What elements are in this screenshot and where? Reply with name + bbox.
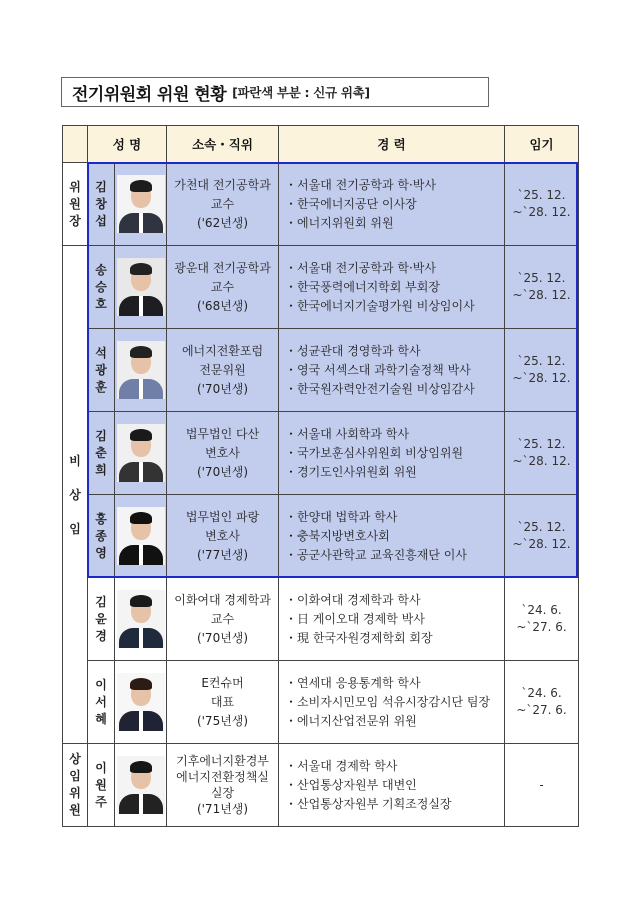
career-item: ・서울대 전기공학과 학·박사 (285, 260, 436, 275)
member-affiliation (167, 744, 279, 827)
member-photo (117, 673, 165, 731)
career-item: ・現 한국자원경제학회 회장 (285, 630, 433, 645)
member-term (505, 412, 579, 495)
header-name: 성 명 (88, 126, 167, 163)
member-term (505, 661, 579, 744)
career-item: ・공군사관학교 교육진흥재단 이사 (285, 547, 467, 562)
affiliation-line: 법무법인 파랑 (185, 509, 260, 524)
member-career (279, 578, 505, 661)
header-term: 임기 (505, 126, 579, 163)
member-term (505, 495, 579, 578)
career-item: ・한국에너지기술평가원 비상임이사 (285, 298, 475, 313)
career-item: ・日 게이오대 경제학 박사 (285, 611, 425, 626)
career-item: ・서울대 사회학과 학사 (285, 426, 409, 441)
affiliation-line: E컨슈머 (201, 675, 244, 690)
member-term (505, 246, 579, 329)
member-photo (117, 590, 165, 648)
member-photo-cell (115, 246, 167, 329)
term-line: ~`28. 12. (512, 454, 571, 468)
career-item: ・한국풍력에너지학회 부회장 (285, 279, 440, 294)
career-item: ・소비자시민모임 석유시장감시단 팀장 (285, 694, 491, 709)
affiliation-line: 가천대 전기공학과 (174, 177, 271, 192)
header-career: 경 력 (279, 126, 505, 163)
member-affiliation (167, 412, 279, 495)
member-photo-cell (115, 495, 167, 578)
affiliation-line: ('70년생) (196, 464, 249, 479)
term-line: `25. 12. (517, 354, 566, 368)
affiliation-line: ('68년생) (196, 298, 249, 313)
member-photo-cell (115, 744, 167, 827)
affiliation-line: 에너지전환정책실 (176, 770, 269, 784)
career-item: ・경기도인사위원회 위원 (285, 464, 417, 479)
table-row (63, 412, 579, 495)
term-line: ~`27. 6. (516, 703, 567, 717)
member-term (505, 329, 579, 412)
member-photo (117, 258, 165, 316)
table-row (63, 661, 579, 744)
category-cell-chair: 위 원 장 (63, 163, 88, 246)
affiliation-line: 에너지전환포럼 (181, 343, 264, 358)
affiliation-line: 이화여대 경제학과 (174, 592, 271, 607)
table-row (63, 578, 579, 661)
member-photo (117, 507, 165, 565)
career-item: ・한국에너지공단 이사장 (285, 196, 417, 211)
term-line: `25. 12. (517, 271, 566, 285)
page-title-box (61, 77, 489, 107)
term-line: `25. 12. (517, 437, 566, 451)
term-line: `24. 6. (521, 686, 562, 700)
term-line: ~`28. 12. (512, 288, 571, 302)
member-term (505, 578, 579, 661)
table-row (63, 329, 579, 412)
affiliation-line: ('62년생) (196, 215, 249, 230)
affiliation-line: ('71년생) (196, 802, 249, 816)
career-item: ・이화여대 경제학과 학사 (285, 592, 421, 607)
career-item: ・성균관대 경영학과 학사 (285, 343, 421, 358)
member-name: 김 창 섭 (88, 163, 115, 246)
term-line: - (539, 777, 544, 792)
member-career (279, 495, 505, 578)
committee-members-table (62, 125, 579, 827)
affiliation-line: 법무법인 다산 (185, 426, 260, 441)
affiliation-line: 전문위원 (199, 362, 246, 377)
header-affiliation: 소속・직위 (167, 126, 279, 163)
affiliation-line: 교수 (210, 196, 235, 211)
term-line: `24. 6. (521, 603, 562, 617)
member-career (279, 246, 505, 329)
career-item: ・에너지산업전문위 위원 (285, 713, 417, 728)
member-affiliation (167, 329, 279, 412)
page-title: 전기위원회 위원 현황 (72, 84, 227, 105)
term-line: ~`28. 12. (512, 537, 571, 551)
affiliation-line: 대표 (210, 694, 235, 709)
member-career (279, 661, 505, 744)
member-career (279, 744, 505, 827)
term-line: ~`27. 6. (516, 620, 567, 634)
member-name: 석 광 훈 (88, 329, 115, 412)
member-term (505, 163, 579, 246)
member-affiliation (167, 661, 279, 744)
member-affiliation (167, 578, 279, 661)
affiliation-line: 광운대 전기공학과 (174, 260, 271, 275)
term-line: ~`28. 12. (512, 371, 571, 385)
affiliation-line: 교수 (210, 279, 235, 294)
career-item: ・충북지방변호사회 (285, 528, 390, 543)
career-item: ・영국 서섹스대 과학기술정책 박사 (285, 362, 471, 377)
member-photo (117, 175, 165, 233)
member-career (279, 329, 505, 412)
career-item: ・에너지위원회 위원 (285, 215, 394, 230)
member-career (279, 412, 505, 495)
member-name: 이 원 주 (88, 744, 115, 827)
affiliation-line: 변호사 (205, 445, 240, 460)
member-photo (117, 341, 165, 399)
member-affiliation (167, 246, 279, 329)
member-name: 김 춘 희 (88, 412, 115, 495)
career-item: ・산업통상자원부 기획조정실장 (285, 796, 452, 811)
category-cell-nonstanding: 비 상 임 (63, 246, 88, 744)
table-row (63, 163, 579, 246)
member-photo (117, 424, 165, 482)
term-line: ~`28. 12. (512, 205, 571, 219)
header-category (63, 126, 88, 163)
affiliation-line: 실장 (210, 786, 235, 800)
member-affiliation (167, 495, 279, 578)
table-row (63, 495, 579, 578)
affiliation-line: ('77년생) (196, 547, 249, 562)
affiliation-line: 교수 (210, 611, 235, 626)
career-item: ・한국원자력안전기술원 비상임감사 (285, 381, 475, 396)
category-cell-standing: 상 임 위 원 (63, 744, 88, 827)
member-name: 김 윤 경 (88, 578, 115, 661)
member-photo-cell (115, 412, 167, 495)
affiliation-line: 변호사 (205, 528, 240, 543)
member-name: 홍 종 영 (88, 495, 115, 578)
member-photo (117, 756, 165, 814)
member-name: 이 서 혜 (88, 661, 115, 744)
table-row (63, 744, 579, 827)
member-affiliation (167, 163, 279, 246)
career-item: ・한양대 법학과 학사 (285, 509, 398, 524)
affiliation-line: 기후에너지환경부 (176, 754, 269, 768)
member-photo-cell (115, 578, 167, 661)
term-line: `25. 12. (517, 188, 566, 202)
member-photo-cell (115, 329, 167, 412)
career-item: ・산업통상자원부 대변인 (285, 777, 417, 792)
page-subtitle-legend: [파란색 부분 : 신규 위촉] (232, 85, 370, 100)
affiliation-line: ('75년생) (196, 713, 249, 728)
table-row (63, 246, 579, 329)
member-career (279, 163, 505, 246)
career-item: ・서울대 전기공학과 학·박사 (285, 177, 436, 192)
member-term (505, 744, 579, 827)
term-line: `25. 12. (517, 520, 566, 534)
career-item: ・서울대 경제학 학사 (285, 758, 398, 773)
affiliation-line: ('70년생) (196, 381, 249, 396)
table-header-row (63, 126, 579, 163)
career-item: ・연세대 응용통계학 학사 (285, 675, 421, 690)
member-photo-cell (115, 661, 167, 744)
member-photo-cell (115, 163, 167, 246)
affiliation-line: ('70년생) (196, 630, 249, 645)
member-name: 송 승 호 (88, 246, 115, 329)
career-item: ・국가보훈심사위원회 비상임위원 (285, 445, 464, 460)
